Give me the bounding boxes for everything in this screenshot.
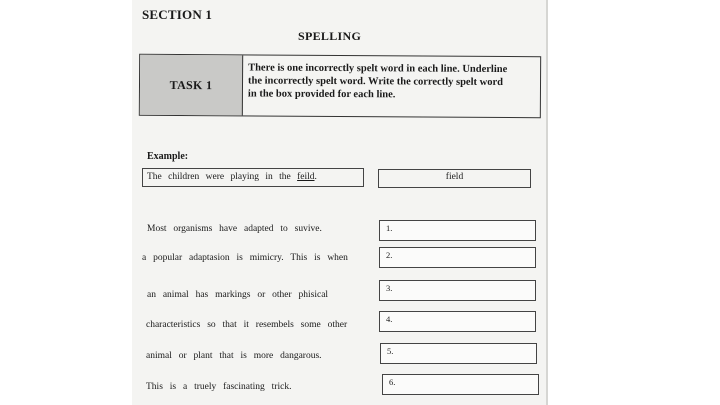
page-edge — [546, 0, 548, 405]
answer-box-1[interactable]: 1. — [379, 220, 536, 241]
answer-box-4[interactable]: 4. — [379, 311, 536, 332]
exercise-line-6: This is a truely fascinating trick. — [146, 382, 292, 392]
answer-box-5[interactable]: 5. — [380, 343, 537, 364]
example-label: Example: — [147, 151, 189, 162]
task-label: TASK 1 — [140, 55, 243, 116]
instruction-line: in the box provided for each line. — [247, 88, 396, 101]
exercise-line-4: characteristics so that it resembels some other — [146, 320, 348, 330]
example-answer-box: field — [378, 169, 531, 188]
exercise-line-5: animal or plant that is more dangarous. — [146, 351, 322, 361]
misspelt-word: feild — [297, 172, 315, 182]
section-heading: SECTION 1 — [142, 7, 213, 22]
answer-box-6[interactable]: 6. — [382, 374, 539, 395]
example-sentence-end: . — [314, 172, 317, 182]
instruction-line: the incorrectly spelt word. Write the correctly spelt word — [247, 75, 504, 88]
exercise-line-3: an animal has markings or other phisical — [147, 290, 329, 300]
example-sentence — [142, 168, 364, 187]
exercise-line-1: Most organisms have adapted to suvive. — [147, 224, 322, 234]
example-sentence-text: The children were playing in the — [147, 172, 291, 182]
page-title: SPELLING — [298, 29, 362, 43]
instruction-line: There is one incorrectly spelt word in each line. Underline — [248, 62, 508, 76]
exercise-line-2: a popular adaptasion is mimicry. This is when — [142, 253, 348, 263]
task-instruction-box — [139, 54, 541, 118]
answer-box-2[interactable]: 2. — [379, 247, 536, 268]
task-instructions — [243, 55, 540, 117]
answer-box-3[interactable]: 3. — [379, 280, 536, 301]
